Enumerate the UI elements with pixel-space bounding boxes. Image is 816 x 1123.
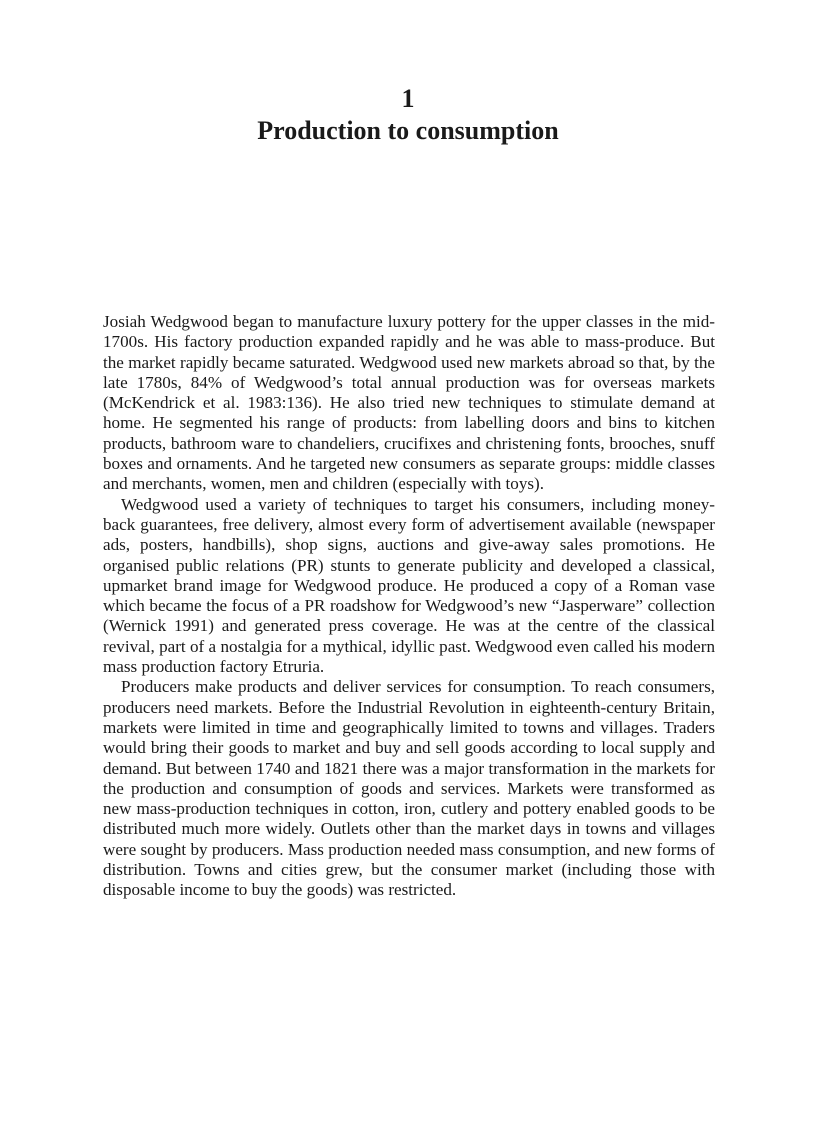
chapter-body [103, 312, 715, 901]
paragraph: Wedgwood used a variety of techniques to target his consumers, including money-back guarantees, free delivery, almost every form of advertisement available (newspaper ads, posters, handbills), shop signs, auctions and give-away sales promotions. He organised public relations (PR) stunts to generate publicity and developed a classical, upmarket brand image for Wedgwood produce. He produced a copy of a Roman vase which became the focus of a PR roadshow for Wedgwood’s new “Jasperware” collection (Wernick 1991) and generated press coverage. He was at the centre of the classical revival, part of a nostalgia for a mythical, idyllic past. Wedgwood even called his modern mass production factory Etruria. [103, 494, 715, 677]
chapter-number: 1 [401, 84, 415, 113]
paragraph: Producers make products and deliver services for consumption. To reach consumers, producers need markets. Before the Industrial Revolution in eighteenth-century Britain, markets were limited in time and geographically limited to towns and villages. Traders would bring their goods to market and buy and sell goods according to local supply and demand. But between 1740 and 1821 there was a major transformation in the markets for the production and consumption of goods and services. Markets were transformed as new mass-production techniques in cotton, iron, cutlery and pottery enabled goods to be distributed much more widely. Outlets other than the market days in towns and villages were sought by producers. Mass production needed mass consumption, and new forms of distribution. Towns and cities grew, but the consumer market (including those with disposable income to buy the goods) was restricted. [103, 677, 715, 900]
chapter-title: Production to consumption [257, 116, 559, 145]
paragraph: Josiah Wedgwood began to manufacture luxury pottery for the upper classes in the mid-1700s. His factory production expanded rapidly and he was able to mass-produce. But the market rapidly became saturated. Wedgwood used new markets abroad so that, by the late 1780s, 84% of Wedgwood’s total annual production was for overseas markets (McKendrick et al. 1983:136). He also tried new techniques to stimulate demand at home. He segmented his range of products: from labelling doors and bins to kitchen products, bathroom ware to chandeliers, crucifixes and christening fonts, brooches, snuff boxes and ornaments. And he targeted new consumers as separate groups: middle classes and merchants, women, men and children (especially with toys). [103, 312, 715, 494]
